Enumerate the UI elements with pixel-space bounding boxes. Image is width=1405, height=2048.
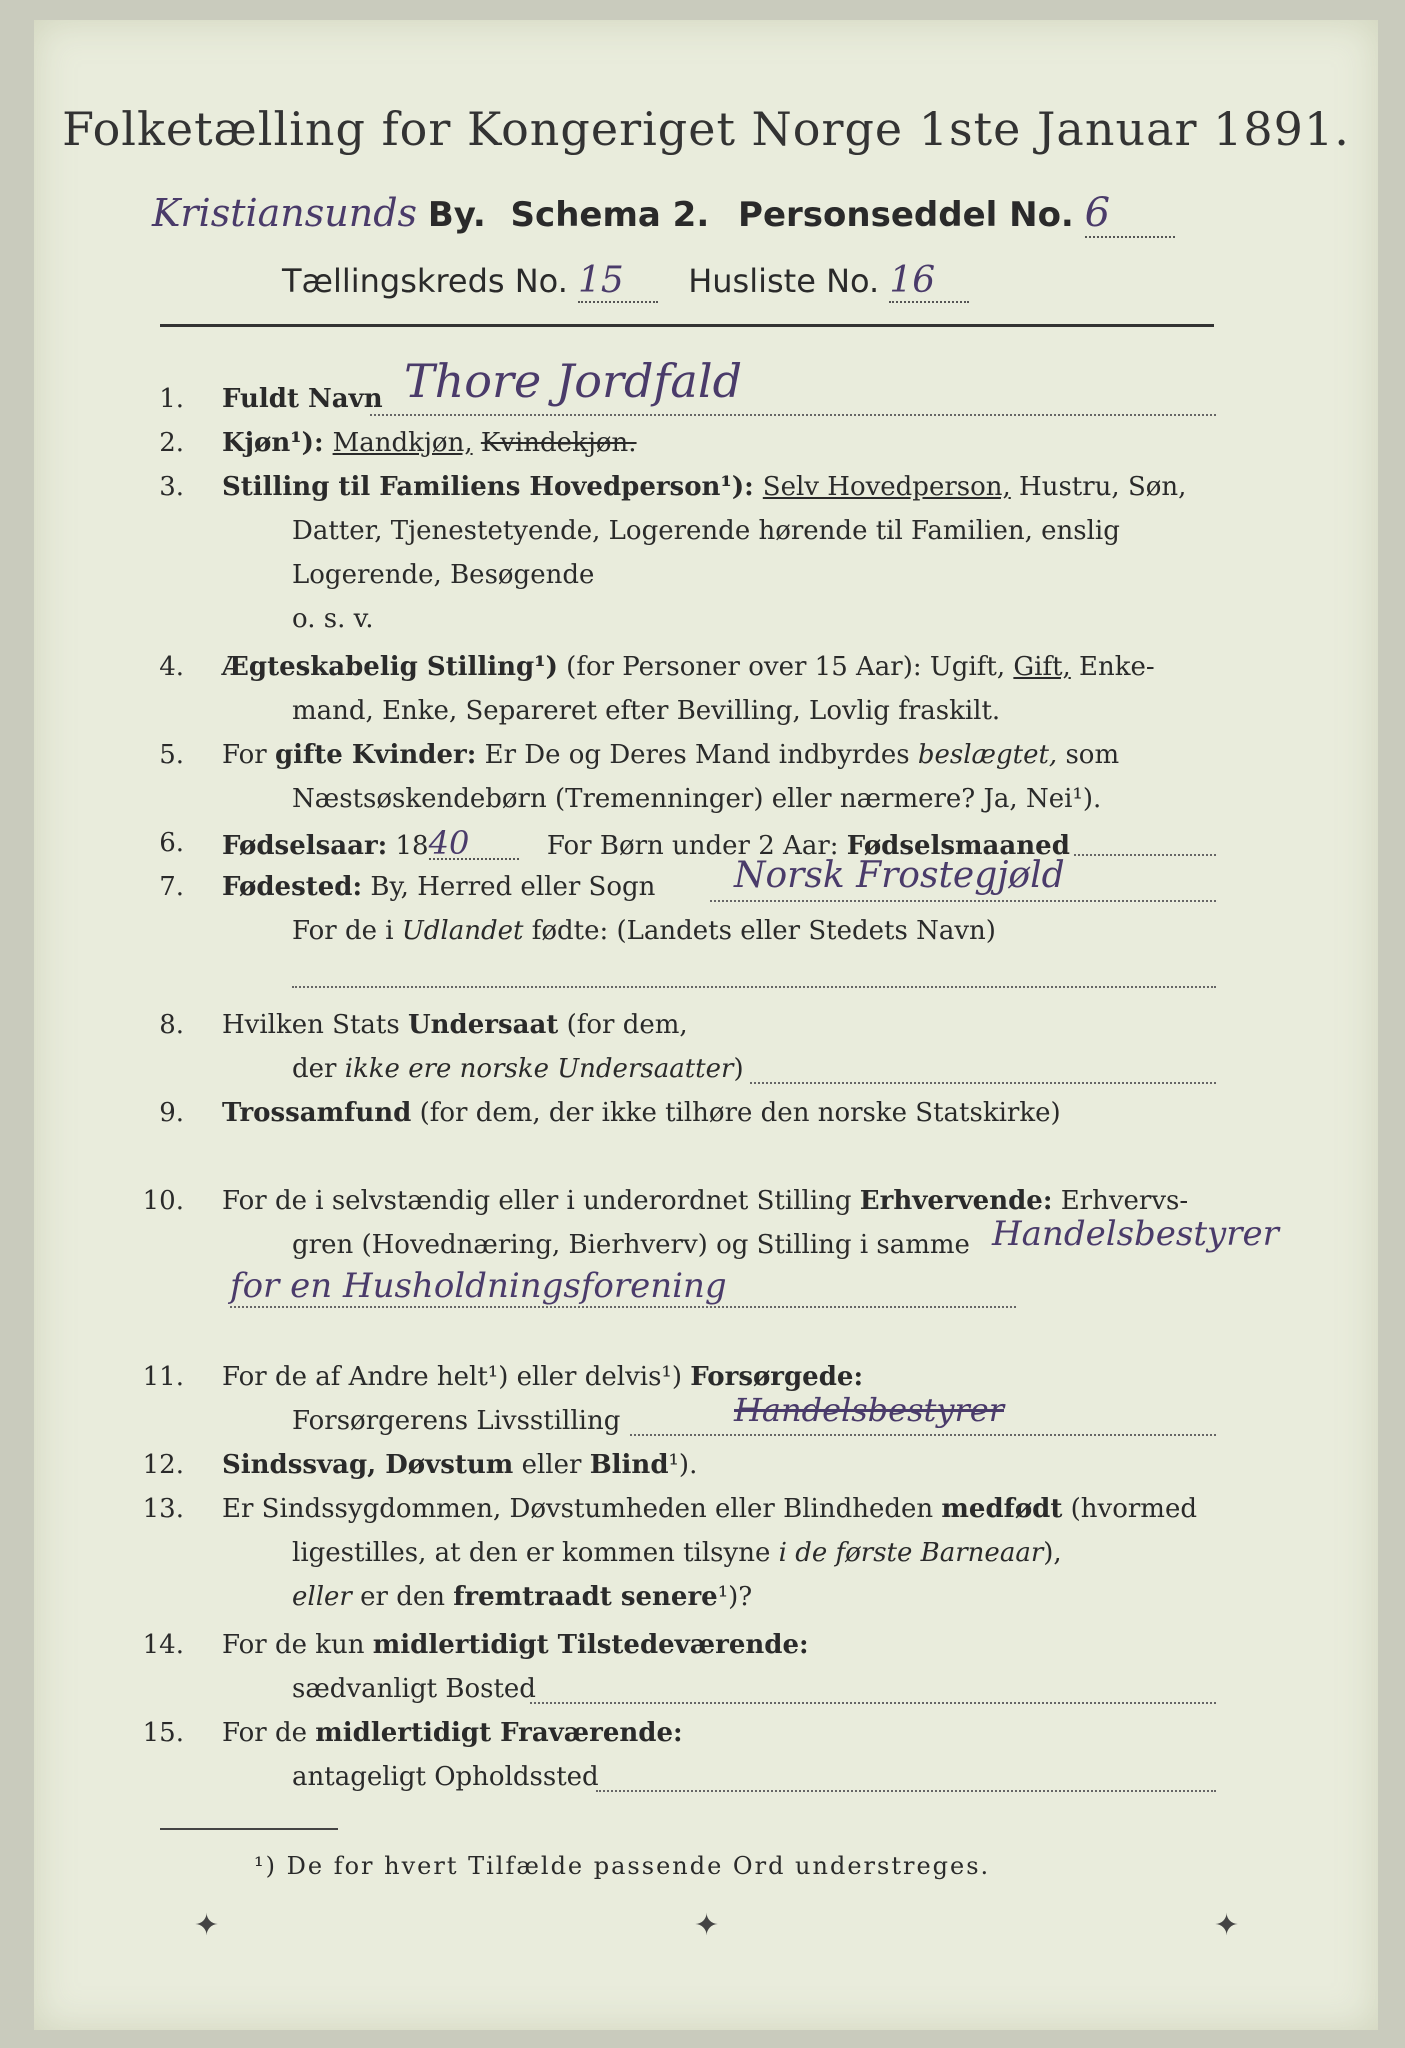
city-suffix: By. xyxy=(427,195,486,235)
form-title: Folketælling for Kongeriget Norge 1ste Januar 1891. xyxy=(62,102,1350,156)
census-form xyxy=(34,20,1378,2030)
header-line-2 xyxy=(152,190,1175,238)
marital-label: Ægteskabelig Stilling¹) xyxy=(222,652,558,682)
text: eller xyxy=(513,1450,590,1480)
italic-text: ikke ere norske Undersaatter xyxy=(344,1054,734,1084)
occupation-value-2: for en Husholdningsforening xyxy=(230,1266,727,1306)
text: (hvormed xyxy=(1062,1494,1197,1524)
item-15-line-2: antageligt Opholdssted xyxy=(292,1762,599,1792)
item-number: 3. xyxy=(159,472,184,502)
item-number: 6. xyxy=(159,828,184,858)
text: (for dem, xyxy=(558,1010,688,1040)
text: Er De og Deres Mand indbyrdes xyxy=(476,740,918,770)
item-11-line-1 xyxy=(222,1362,863,1392)
nationality-label: Undersaat xyxy=(407,1010,559,1040)
birth-year-value: 40 xyxy=(429,828,519,860)
ornament-icon: ✦ xyxy=(694,1908,720,1943)
item-number: 13. xyxy=(142,1494,184,1524)
text: Erhvervs- xyxy=(1052,1186,1189,1216)
text: For de i selvstændig eller i underordnet Stilling xyxy=(222,1186,860,1216)
supporter-occupation-value: Handelsbestyrer xyxy=(734,1391,1004,1429)
kreds-number: 15 xyxy=(578,260,658,303)
item-12-line xyxy=(222,1450,697,1480)
item-number: 10. xyxy=(142,1186,184,1216)
sex-label: Kjøn¹): xyxy=(222,428,333,458)
header-line-3 xyxy=(282,260,969,303)
text: By, Herred eller Sogn xyxy=(362,872,656,902)
occupation-label: Erhvervende: xyxy=(859,1186,1053,1216)
text: For de af Andre helt¹) eller delvis¹) xyxy=(222,1362,691,1392)
text: der xyxy=(292,1054,345,1084)
item-9-line xyxy=(222,1098,1061,1128)
kreds-label: Tællingskreds No. xyxy=(282,262,568,300)
text: ¹). xyxy=(668,1450,698,1480)
italic-text: Udlandet xyxy=(401,916,524,946)
text: ) xyxy=(733,1054,744,1084)
full-name-label: Fuldt Navn xyxy=(222,384,383,414)
item-3-line-4: o. s. v. xyxy=(292,604,374,634)
item-number: 15. xyxy=(142,1718,184,1748)
birthplace-label: Fødested: xyxy=(222,872,363,902)
item-number: 1. xyxy=(159,384,184,414)
item-5-line-1 xyxy=(222,740,1119,770)
text: er den xyxy=(351,1582,454,1612)
text: For de i xyxy=(292,916,402,946)
header-rule xyxy=(160,324,1214,327)
blind-label: Blind xyxy=(589,1450,669,1480)
husliste-label: Husliste No. xyxy=(688,262,880,300)
fill-line xyxy=(292,986,1216,988)
item-1-text xyxy=(222,384,383,414)
item-14-line-2: sædvanligt Bosted xyxy=(292,1674,536,1704)
item-8-line-2 xyxy=(292,1054,744,1084)
item-number: 5. xyxy=(159,740,184,770)
item-10-line-2: gren (Hovednæring, Bierhverv) og Stilling i samme xyxy=(292,1230,970,1260)
role-options: Hustru, Søn, xyxy=(1010,472,1187,502)
item-14-line-1 xyxy=(222,1630,809,1660)
item-3-line-1 xyxy=(222,472,1186,502)
item-4-line-2: mand, Enke, Separeret efter Bevilling, Lovlig fraskilt. xyxy=(292,696,1001,726)
item-10-line-1 xyxy=(222,1186,1188,1216)
city-handwritten: Kristiansunds xyxy=(152,191,418,235)
item-3-line-3: Logerende, Besøgende xyxy=(292,560,595,590)
item-5-line-2: Næstsøskendebørn (Tremenninger) eller nærmere? Ja, Nei¹). xyxy=(292,784,1102,814)
household-role-label: Stilling til Familiens Hovedperson¹): xyxy=(222,472,763,502)
item-13-line-2 xyxy=(292,1538,1062,1568)
text: For xyxy=(222,740,275,770)
text: (for dem, der ikke tilhøre den norske Statskirke) xyxy=(411,1098,1061,1128)
italic-text: eller xyxy=(292,1582,352,1612)
text: ligestilles, at den er kommen tilsyne xyxy=(292,1538,779,1568)
sex-option-female: Kvindekjøn. xyxy=(480,428,637,458)
item-8-line-1 xyxy=(222,1010,688,1040)
item-11-line-2: Forsørgerens Livsstilling xyxy=(292,1406,621,1436)
occupation-value-1: Handelsbestyrer xyxy=(992,1214,1279,1254)
ornament-icon: ✦ xyxy=(194,1908,220,1943)
marital-selected: Gift, xyxy=(1013,652,1071,682)
fill-line xyxy=(230,1306,1016,1308)
marital-text-2: Enke- xyxy=(1070,652,1155,682)
schema-label: Schema 2. xyxy=(510,195,710,235)
item-number: 9. xyxy=(159,1098,184,1128)
birthplace-value: Norsk Frostegjøld xyxy=(734,855,1065,896)
personseddel-label: Personseddel No. xyxy=(738,195,1074,235)
item-13-line-3 xyxy=(292,1582,752,1612)
item-7-line-2 xyxy=(292,916,996,946)
item-number: 11. xyxy=(142,1362,184,1392)
temporary-present-label: midlertidigt Tilstedeværende: xyxy=(372,1630,809,1660)
married-women-label: gifte Kvinder: xyxy=(274,740,477,770)
item-13-line-1 xyxy=(222,1494,1197,1524)
item-2-text xyxy=(222,428,637,458)
text: ¹)? xyxy=(717,1582,753,1612)
fill-line xyxy=(596,1790,1216,1792)
italic-text: beslægtet, xyxy=(917,740,1058,770)
item-7-line-1 xyxy=(222,872,655,902)
item-number: 12. xyxy=(142,1450,184,1480)
item-number: 2. xyxy=(159,428,184,458)
fill-line xyxy=(710,900,1216,902)
item-number: 4. xyxy=(159,652,184,682)
fill-line xyxy=(1074,854,1216,856)
fill-line xyxy=(370,414,1216,416)
item-15-line-1 xyxy=(222,1718,683,1748)
religion-label: Trossamfund xyxy=(222,1098,412,1128)
personseddel-number: 6 xyxy=(1085,190,1175,238)
fill-line xyxy=(630,1434,1216,1436)
text: For Børn under 2 Aar: xyxy=(546,831,847,861)
text: fødte: (Landets eller Stedets Navn) xyxy=(523,916,996,946)
text: ), xyxy=(1043,1538,1062,1568)
full-name-value: Thore Jordfald xyxy=(404,354,743,408)
birth-year-prefix: 18 xyxy=(387,831,429,861)
later-onset-label: fremtraadt senere xyxy=(453,1582,718,1612)
text: som xyxy=(1057,740,1120,770)
item-number: 8. xyxy=(159,1010,184,1040)
text: Er Sindssygdommen, Døvstumheden eller Blindheden xyxy=(222,1494,942,1524)
item-number: 7. xyxy=(159,872,184,902)
italic-text: i de første Barneaar xyxy=(778,1538,1044,1568)
birth-year-label: Fødselsaar: xyxy=(222,831,388,861)
temporary-absent-label: midlertidigt Fraværende: xyxy=(315,1718,683,1748)
congenital-label: medfødt xyxy=(941,1494,1063,1524)
text: Hvilken Stats xyxy=(222,1010,408,1040)
text: For de xyxy=(222,1718,316,1748)
husliste-number: 16 xyxy=(889,260,969,303)
text: For de kun xyxy=(222,1630,373,1660)
household-role-selected: Selv Hovedperson, xyxy=(762,472,1011,502)
item-3-line-2: Datter, Tjenestetyende, Logerende hørende til Familien, enslig xyxy=(292,516,1120,546)
fill-line xyxy=(530,1702,1216,1704)
birth-month-label: Fødselsmaaned xyxy=(846,831,1070,861)
sex-option-male: Mandkjøn, xyxy=(332,428,473,458)
item-number: 14. xyxy=(142,1630,184,1660)
footnote-rule xyxy=(160,1828,338,1830)
disability-label: Sindssvag, Døvstum xyxy=(222,1450,514,1480)
item-4-line-1 xyxy=(222,652,1155,682)
fill-line xyxy=(750,1082,1216,1084)
footnote: ¹) De for hvert Tilfælde passende Ord understreges. xyxy=(254,1852,991,1880)
supported-label: Forsørgede: xyxy=(690,1362,864,1392)
ornament-icon: ✦ xyxy=(1214,1908,1240,1943)
marital-text: (for Personer over 15 Aar): Ugift, xyxy=(557,652,1014,682)
